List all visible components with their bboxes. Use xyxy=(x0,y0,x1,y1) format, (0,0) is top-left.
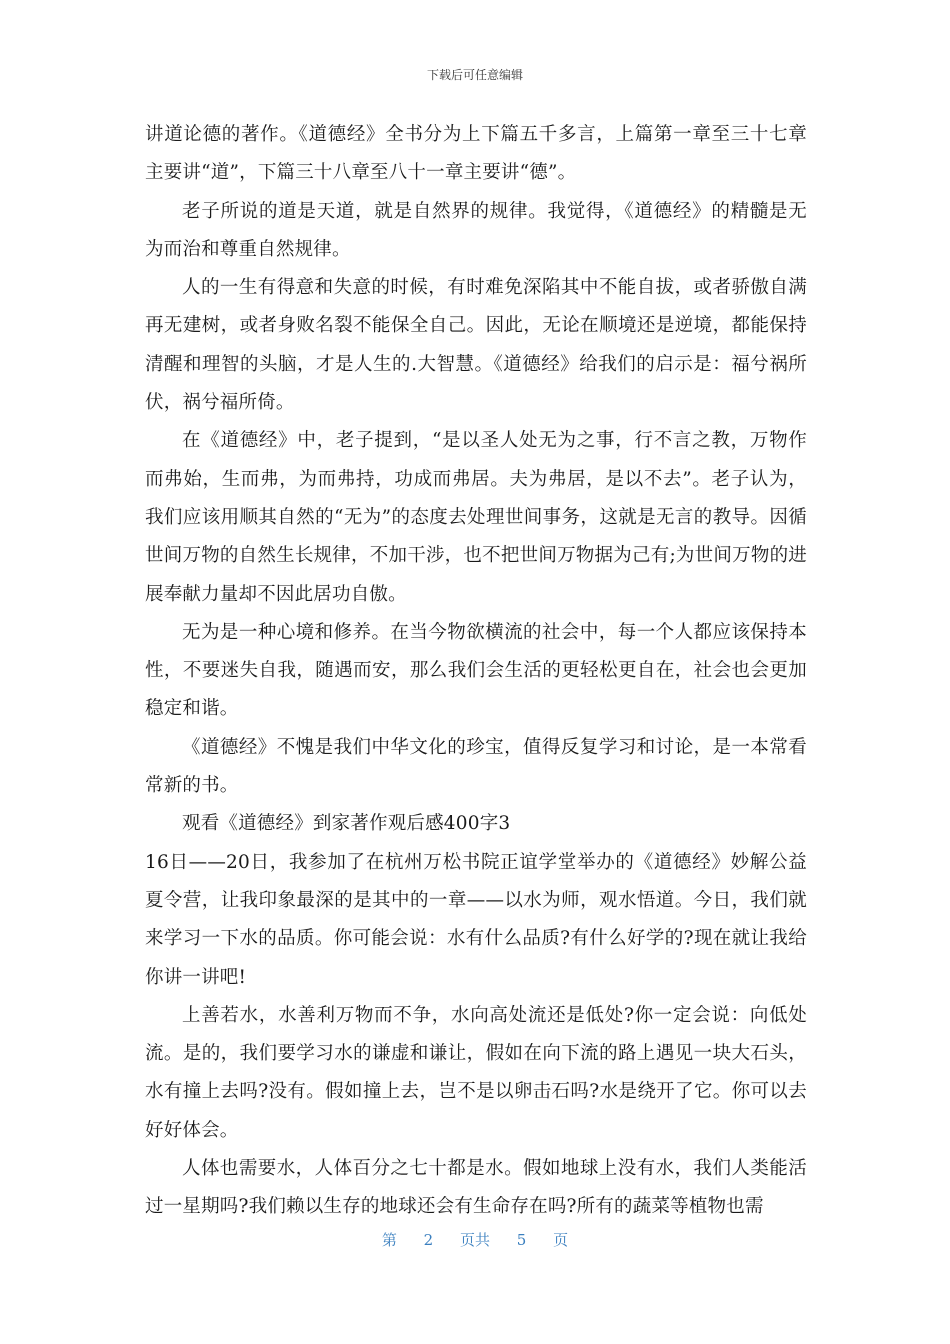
footer-total-pages: 5 xyxy=(516,1231,527,1249)
paragraph-6: 《道德经》不愧是我们中华文化的珍宝，值得反复学习和讨论，是一本常看常新的书。 xyxy=(145,736,807,797)
footer-page-number: 2 xyxy=(423,1231,434,1249)
paragraph-7: 16日——20日，我参加了在杭州万松书院正谊学堂举办的《道德经》妙解公益夏令营，让我印象最深的是其中的一章——以水为师，观水悟道。今日，我们就来学习一下水的品质。你可能会说：水有什么品质?有什么好学的?现在就让我给你讲一讲吧! xyxy=(145,851,807,988)
paragraph-2: 老子所说的道是天道，就是自然界的规律。我觉得，《道德经》的精髓是无为而治和尊重自然规律。 xyxy=(145,200,807,260)
footer-middle: 页共 xyxy=(459,1231,490,1249)
paragraph-8: 上善若水，水善利万物而不争，水向高处流还是低处?你一定会说：向低处流。是的，我们要学习水的谦虚和谦让，假如在向下流的路上遇见一块大石头，水有撞上去吗?没有。假如撞上去，岂不是以卵击石吗?水是绕开了它。你可以去好好体会。 xyxy=(145,1004,807,1141)
paragraph-1: 讲道论德的著作。《道德经》全书分为上下篇五千多言，上篇第一章至三十七章主要讲“道”，下篇三十八章至八十一章主要讲“德”。 xyxy=(145,124,807,184)
paragraph-9: 人体也需要水，人体百分之七十都是水。假如地球上没有水，我们人类能活过一星期吗?我们赖以生存的地球还会有生命存在吗?所有的蔬菜等植物也需 xyxy=(145,1158,807,1218)
page-header: 下载后可任意编辑 xyxy=(426,68,523,82)
footer-suffix: 页 xyxy=(553,1231,569,1249)
footer-prefix: 第 xyxy=(381,1231,397,1249)
document-body xyxy=(145,116,807,1227)
section-heading: 观看《道德经》到家著作观后感400字3 xyxy=(182,813,511,835)
paragraph-3: 人的一生有得意和失意的时候，有时难免深陷其中不能自拔，或者骄傲自满再无建树，或者身败名裂不能保全自己。因此，无论在顺境还是逆境，都能保持清醒和理智的头脑，才是人生的.大智慧。《道德经》给我们的启示是：福兮祸所伏，祸兮福所倚。 xyxy=(145,277,807,414)
paragraph-4: 在《道德经》中，老子提到，“是以圣人处无为之事，行不言之教，万物作而弗始，生而弗，为而弗持，功成而弗居。夫为弗居，是以不去”。老子认为，我们应该用顺其自然的“无为”的态度去处理世间事务，这就是无言的教导。因循世间万物的自然生长规律，不加干涉，也不把世间万物据为己有;为世间万物的进展奉献力量却不因此居功自傲。 xyxy=(145,430,807,605)
page-footer xyxy=(0,1229,950,1250)
paragraph-5: 无为是一种心境和修养。在当今物欲横流的社会中，每一个人都应该保持本性，不要迷失自我，随遇而安，那么我们会生活的更轻松更自在，社会也会更加稳定和谐。 xyxy=(145,621,807,720)
